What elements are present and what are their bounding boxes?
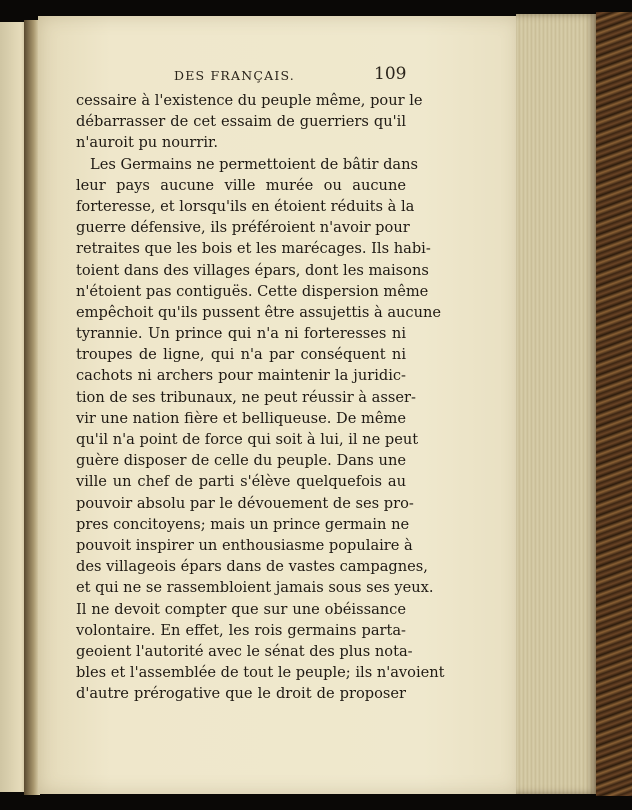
text-line: bles et l'assemblée de tout le peuple; ils n'avoient xyxy=(76,664,445,682)
text-line: volontaire. En effet, les rois germains parta- xyxy=(76,621,406,639)
text-line: guerre défensive, ils préféroient n'avoir pour xyxy=(76,219,410,237)
text-line: débarrasser de cet essaim de guerriers qu'il xyxy=(76,113,406,131)
text-line: leur pays aucune ville murée ou aucune xyxy=(76,176,406,194)
paragraph-start-line: Les Germains ne permettoient de bâtir dans xyxy=(90,155,419,173)
text-line: troupes de ligne, qui n'a par conséquent ni xyxy=(76,346,406,364)
text-line: d'autre prérogative que le droit de proposer xyxy=(76,685,406,703)
text-line: ville un chef de parti s'élève quelquefois au xyxy=(76,473,406,491)
text-line: geoient l'autorité avec le sénat des plus nota- xyxy=(76,642,413,660)
text-line: toient dans des villages épars, dont les maisons xyxy=(76,261,429,279)
page-edges xyxy=(516,14,598,794)
text-line: et qui ne se rassembloient jamais sous ses yeux. xyxy=(76,579,434,597)
text-line: n'étoient pas contiguës. Cette dispersion même xyxy=(76,282,429,300)
text-line: forteresse, et lorsqu'ils en étoient réduits à la xyxy=(76,197,415,215)
page-number: 109 xyxy=(374,64,407,84)
text-line: pouvoir absolu par le dévouement de ses pro- xyxy=(76,494,414,512)
text-line: empêchoit qu'ils pussent être assujettis à aucune xyxy=(76,303,442,321)
text-line: n'auroit pu nourrir. xyxy=(76,134,219,152)
body-text xyxy=(76,90,445,704)
text-line: pres concitoyens; mais un prince germain ne xyxy=(76,515,410,533)
text-line: tion de ses tribunaux, ne peut réussir à asser- xyxy=(76,388,416,406)
text-line: retraites que les bois et les marécages. Ils habi- xyxy=(76,240,431,258)
text-line: Il ne devoit compter que sur une obéissance xyxy=(76,600,406,618)
page-header xyxy=(38,64,520,88)
text-line: qu'il n'a point de force qui soit à lui, il ne peut xyxy=(76,431,419,448)
text-line: cessaire à l'existence du peuple même, pour le xyxy=(76,92,423,109)
book-cover-edge xyxy=(596,12,632,796)
text-line: pouvoit inspirer un enthousiasme populaire à xyxy=(76,536,413,554)
text-line: tyrannie. Un prince qui n'a ni forteresses ni xyxy=(76,325,406,343)
text-line: guère disposer de celle du peuple. Dans une xyxy=(76,452,406,470)
text-line: vir une nation fière et belliqueuse. De même xyxy=(76,409,406,427)
text-line: cachots ni archers pour maintenir la juridic- xyxy=(76,367,406,385)
running-title: DES FRANÇAIS. xyxy=(174,68,295,83)
text-line: des villageois épars dans de vastes campagnes, xyxy=(76,558,428,576)
